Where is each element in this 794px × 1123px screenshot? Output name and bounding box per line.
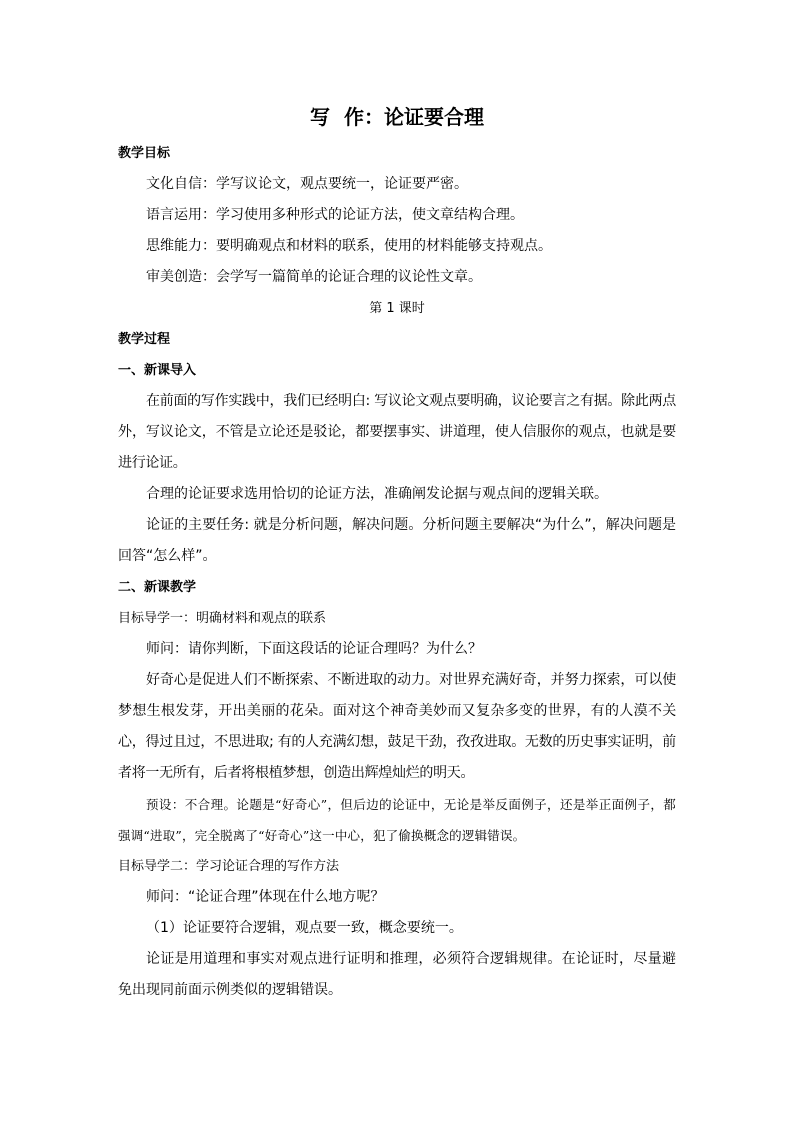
intro-paragraph: 论证的主要任务: 就是分析问题，解决问题。分析问题主要解决“为什么”，解决问题是回答“怎么样”。 bbox=[118, 517, 676, 564]
process-heading: 教学过程 bbox=[118, 332, 171, 347]
page-title: 写 作：论证要合理 bbox=[310, 105, 484, 129]
teacher-question: 师问：请你判断，下面这段话的论证合理吗？为什么？ bbox=[146, 641, 482, 657]
goal-item: 语言运用：学习使用多种形式的论证方法，使文章结构合理。 bbox=[146, 207, 524, 223]
intro-paragraph: 合理的论证要求选用恰切的论证方法，准确阐发论据与观点间的逻辑关联。 bbox=[146, 486, 608, 502]
method-point: （1）论证要符合逻辑，观点要一致，概念要统一。 bbox=[146, 920, 463, 936]
lesson-label: 第 1 课时 bbox=[369, 301, 425, 316]
expected-answer: 预设：不合理。论题是“好奇心”，但后边的论证中，无论是举反面例子，还是举正面例子，都强调“进取”，完全脱离了“好奇心”这一中心，犯了偷换概念的逻辑错误。 bbox=[118, 797, 676, 843]
teacher-question: 师问：“论证合理”体现在什么地方呢？ bbox=[146, 889, 385, 905]
example-passage: 好奇心是促进人们不断探索、不断进取的动力。对世界充满好奇，并努力探索，可以使梦想生根发芽，开出美丽的花朵。面对这个神奇美妙而又复杂多变的世界，有的人漠不关心，得过且过，不思进取; 有的人充满幻想，鼓足干劲，孜孜进取。无数的历史事实证明，前者将一无所有，后者将根植梦想，创造出辉煌灿烂的明天。 bbox=[118, 672, 676, 781]
goal-item: 文化自信：学写议论文，观点要统一，论证要严密。 bbox=[146, 176, 468, 192]
intro-paragraph: 在前面的写作实践中，我们已经明白: 写议论文观点要明确，议论要言之有据。除此两点外，写议论文，不管是立论还是驳论，都要摆事实、讲道理，使人信服你的观点，也就是要进行论证。 bbox=[118, 393, 676, 471]
section-heading: 一、新课导入 bbox=[118, 363, 197, 378]
goals-heading: 教学目标 bbox=[118, 146, 171, 161]
goal-item: 思维能力：要明确观点和材料的联系，使用的材料能够支持观点。 bbox=[146, 238, 552, 254]
goal-guide-heading: 目标导学一：明确材料和观点的联系 bbox=[118, 611, 327, 626]
goal-item: 审美创造：会学写一篇简单的论证合理的议论性文章。 bbox=[146, 269, 482, 285]
goal-guide-heading: 目标导学二：学习论证合理的写作方法 bbox=[118, 859, 340, 874]
method-paragraph: 论证是用道理和事实对观点进行证明和推理，必须符合逻辑规律。在论证时，尽量避免出现同前面示例类似的逻辑错误。 bbox=[118, 951, 676, 998]
section-heading: 二、新课教学 bbox=[118, 580, 197, 595]
